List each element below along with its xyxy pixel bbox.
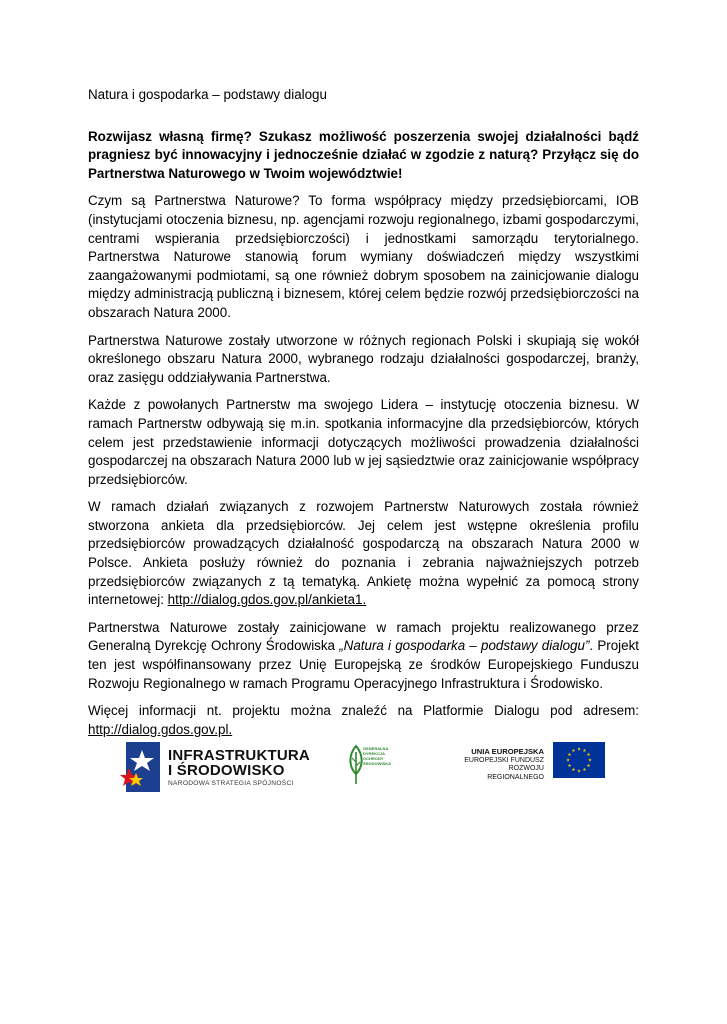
infrastruktura-title-line2: I ŚRODOWISKO: [168, 762, 285, 779]
paragraph-5-before: Partnerstwa Naturowe zostały zainicjowane w ramach projektu realizowanego przez Generalną Dyrekcję Ochrony Środowiska: [88, 619, 639, 654]
infrastruktura-title-line1: INFRASTRUKTURA: [168, 747, 310, 764]
eu-flag-icon: [553, 742, 605, 778]
paragraph-6: [88, 702, 639, 739]
paragraph-5: [88, 619, 639, 693]
infrastruktura-logo: [120, 738, 310, 796]
logos-footer: [120, 738, 610, 798]
document-title: Natura i gospodarka – podstawy dialogu: [88, 87, 327, 102]
paragraph-1: Czym są Partnerstwa Naturowe? To forma współpracy między przedsiębiorcami, IOB (instytucjami otoczenia biznesu, np. agencjami rozwoju regionalnego, izbami gospodarczymi, centrami wspierania przedsiębiorczości) i jednostkami samorządu terytorialnego. Partnerstwa Naturowe stanowią forum wymiany doświadczeń między wszystkimi zaangażowanymi podmiotami, są one również dobrym sposobem na zainicjowanie dialogu między administracją publiczną i biznesem, której celem będzie rozwój przedsiębiorczości na obszarach Natura 2000.: [88, 193, 639, 320]
gdos-line4: ŚRODOWISKA: [363, 761, 391, 766]
paragraph-4: [88, 498, 639, 610]
survey-link[interactable]: http://dialog.gdos.gov.pl/ankieta1.: [167, 592, 367, 608]
gdos-line1: GENERALNA: [363, 746, 389, 751]
leaf-icon: [348, 744, 364, 786]
gdos-line2: DYREKCJA: [363, 751, 386, 756]
lead-paragraph: Rozwijasz własną firmę? Szukasz możliwość poszerzenia swojej działalności bądź pragniesz być innowacyjny i jednocześnie działać w zgodzie z naturą? Przyłącz się do Partnerstwa Naturowego w Twoim województwie!: [88, 128, 639, 181]
eu-logo: [450, 742, 610, 792]
infrastruktura-subtitle: NARODOWA STRATEGIA SPÓJNOŚCI: [168, 780, 294, 787]
platform-link[interactable]: http://dialog.gdos.gov.pl.: [88, 721, 233, 737]
paragraph-4-text: W ramach działań związanych z rozwojem Partnerstw Naturowych została również stworzona ankieta dla przedsiębiorców. Jej celem jest wstępne określenia profilu przedsiębiorców prowadzących działalność gospodarczą na obszarach Natura 2000 w Polsce. Ankieta posłuży również do poznania i zebrania najważniejszych potrzeb przedsiębiorców związanych z tą tematyką. Ankietę można wypełnić za pomocą strony internetowej:: [88, 499, 639, 608]
gdos-label: [363, 746, 391, 766]
eu-title: UNIA EUROPEJSKA: [471, 747, 544, 756]
paragraph-5-after: . Projekt ten jest współfinansowany przez Unię Europejską ze środków Europejskiego Funduszu Rozwoju Regionalnego w ramach Programu Operacyjnego Infrastruktura i Środowisko.: [88, 638, 640, 691]
gdos-logo: [348, 744, 408, 788]
eu-fund-line1: EUROPEJSKI FUNDUSZ: [464, 756, 544, 764]
project-name: „Natura i gospodarka – podstawy dialogu”: [339, 638, 590, 654]
document-body: [88, 86, 639, 748]
gdos-line3: OCHRONY: [363, 756, 384, 761]
infrastruktura-emblem-icon: [120, 738, 166, 794]
paragraph-3: Każde z powołanych Partnerstw ma swojego Lidera – instytucję otoczenia biznesu. W ramach Partnerstw odbywają się m.in. spotkania informacyjne dla przedsiębiorców, których celem jest przedstawienie informacji dotyczących możliwości prowadzenia działalności gospodarczej na obszarach Natura 2000 lub w jej sąsiedztwie oraz zainicjowanie współpracy przedsiębiorców.: [88, 397, 639, 487]
paragraph-6-text: Więcej informacji nt. projektu można znaleźć na Platformie Dialogu pod adresem:: [88, 703, 639, 719]
eu-fund-line2: ROZWOJU REGIONALNEGO: [487, 765, 544, 781]
paragraph-2: Partnerstwa Naturowe zostały utworzone w różnych regionach Polski i skupiają się wokół określonego obszaru Natura 2000, wybranego rodzaju działalności gospodarczej, branży, oraz zasięgu oddziaływania Partnerstwa.: [88, 332, 639, 385]
